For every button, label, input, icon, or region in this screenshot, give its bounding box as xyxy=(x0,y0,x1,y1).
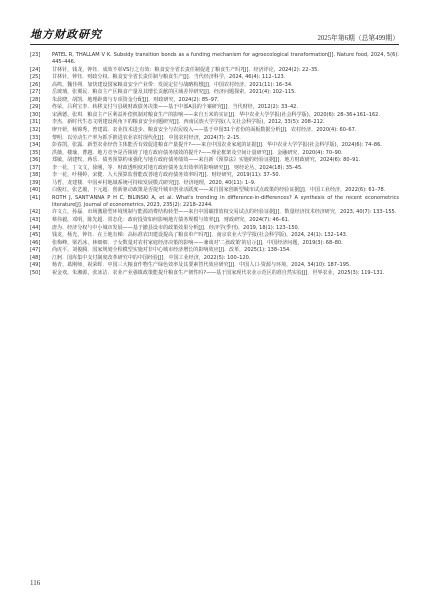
reference-item xyxy=(30,157,399,164)
reference-item xyxy=(30,119,399,126)
reference-item xyxy=(30,255,399,262)
reference-number: [23] xyxy=(30,52,41,58)
reference-number: [48] xyxy=(30,254,41,261)
reference-number: [28] xyxy=(30,96,41,103)
reference-number: [36] xyxy=(30,157,41,164)
reference-item xyxy=(30,217,399,224)
reference-number: [33] xyxy=(30,134,41,141)
reference-text: 唐为．经济分权与中小城市发展——基于撤县设市的政策效果分析[J]．经济学(季刊)，2019, 18(1): 123–150. xyxy=(52,224,300,231)
reference-item xyxy=(30,247,399,254)
reference-number: [38] xyxy=(30,172,41,179)
reference-text: 郑敏，胡建牧，蒋乐．债务预算约束强化与地方政府债务绩效——来自新《预算法》实施的经验证据[J]．地方财政研究，2024(6): 80–91. xyxy=(52,157,361,164)
reference-text: 张梅峰，梁若冰，林细细．子女数量对农村家庭经济决策的影响——兼谈对'二孩政策'的启示[J]．中国经济问题，2019(3): 68–80. xyxy=(52,239,343,246)
reference-text: 洪薇，楼瑜，曹越．地方竞争是否阻碍了地方政府债务绩效的提升?——理论框架及空间计量研究[J]．金融研究，2020(4): 70–90. xyxy=(52,149,343,156)
reference-number: [31] xyxy=(30,119,41,126)
reference-item xyxy=(30,172,399,179)
reference-number: [44] xyxy=(30,224,41,231)
reference-number: [29] xyxy=(30,104,41,111)
reference-number: [37] xyxy=(30,164,41,171)
reference-item xyxy=(30,112,399,119)
reference-item xyxy=(30,209,399,216)
issue-info: 2025年第6期（总第499期） xyxy=(317,35,399,42)
reference-item xyxy=(30,150,399,157)
reference-item xyxy=(30,195,399,209)
reference-item xyxy=(30,232,399,239)
running-header xyxy=(30,24,399,45)
reference-item xyxy=(30,74,399,81)
reference-item xyxy=(30,82,399,89)
reference-number: [41] xyxy=(30,194,41,201)
reference-number: [46] xyxy=(30,239,41,246)
reference-text: ROTH J, SANT'ANNA P H C, BILINSKI A, et al. What's trending in difference-in-differences? A synthesis of the recent econometrics literature[J]. Journal of econometrics, 2023, 235(2): 2218–2244. xyxy=(52,194,399,208)
reference-text: 尚虎平，刘俊腾．国家规划全程模型实施对非中心城市经济增长的影响效应[J]．改革，2025(1): 138–154. xyxy=(52,247,291,254)
reference-text: 廖开妍，杨锦秀，曾建霞．农业技术进步、粮食安全与农民收入——基于中国31个省份的面板数据分析[J]．农村经济，2020(4): 60–67. xyxy=(52,126,357,133)
reference-item xyxy=(30,104,399,111)
reference-item xyxy=(30,97,399,104)
reference-number: [40] xyxy=(30,187,41,194)
reference-number: [27] xyxy=(30,89,41,96)
reference-text: 朱晨晓，胡凯．地理距离与专项资金分配[J]．财政研究，2024(2): 85–97. xyxy=(52,96,219,103)
reference-text: 许文立，孙磊．市场激励型环境规制与能源消费结构转型——来自中国碳排放权交易试点的经验证据[J]．数量经济技术经济研究，2023, 40(7): 133–155. xyxy=(52,209,397,216)
reference-text: 彭春凯，张露．新型农业经营主体能否有效促进粮食产量提升?——来自中国农业家庭的证据[J]．华中农业大学学报(社会科学版)，2024(6): 74–86. xyxy=(52,142,382,149)
reference-number: [32] xyxy=(30,126,41,133)
reference-text: 白俊红，张艺璇，卞元超．创新驱动政策是否提升城市创业活跃度——来自国家创新型城市试点政策的经验证据[J]．中国工业经济，2022(6): 61–78. xyxy=(52,187,386,194)
reference-item xyxy=(30,89,399,96)
reference-item xyxy=(30,262,399,269)
reference-text: 马哲，龙建楼．中国乡村地域系统可持续发展模式研究[J]．经济地理，2020, 40(11): 1–9. xyxy=(52,179,256,186)
reference-number: [39] xyxy=(30,179,41,186)
reference-text: 甘林针，钟钰．财政分权、粮食安全省长责任制与粮食生产[J]．当代经济科学，2024, 46(4): 112–123. xyxy=(52,74,286,81)
reference-text: 杨青，葛刚师，祝荣晖．中国三大粮食作物生产绿色效率及其要素替代效应研究[J]．中国人口·资源与环境，2024, 34(10): 187–195. xyxy=(52,262,351,269)
reference-item xyxy=(30,180,399,187)
reference-text: PATEL R, THALLAM V K. Subsidy transition bonds as a funding mechanism for agroecological transformation[J]. Nature food, 2024, 5(6): 445–446. xyxy=(52,52,399,66)
reference-list xyxy=(30,52,399,570)
reference-number: [45] xyxy=(30,232,41,239)
reference-text: 佟荣，吕利宝李．转移支付与县级财政债务决策——基于中部A县的个案研究[J]．当代财经，2012(2): 33–42. xyxy=(52,104,298,111)
reference-number: [30] xyxy=(30,111,41,118)
reference-number: [50] xyxy=(30,269,41,276)
reference-text: 蔡伟毅，邓明，陈先超．常态化：政府投资如何影响地方债务规模与效率[J]．财政研究，2024(7): 46–61. xyxy=(52,217,290,224)
reference-text: 江舸．国库集中支付制度改革研究中的中国经验[J]．中国工业经济，2022(5): 100–120. xyxy=(52,254,251,261)
reference-number: [25] xyxy=(30,74,41,81)
reference-item xyxy=(30,225,399,232)
reference-number: [26] xyxy=(30,81,41,88)
reference-number: [43] xyxy=(30,217,41,224)
reference-item xyxy=(30,240,399,247)
reference-item xyxy=(30,270,399,277)
reference-item xyxy=(30,67,399,74)
reference-text: 岳玻璃，张翼民．粮食主产区粮食产量及其增长贡献的区域差异研究[J]．经济问题探索，2021(4): 102–115. xyxy=(52,89,296,96)
journal-name: 地方财政研究 xyxy=(30,28,102,41)
reference-item xyxy=(30,187,399,194)
reference-item xyxy=(30,165,399,172)
reference-text: 李一花，叶栩婷，宋健．人大预算监督能改善地方政府债务效率吗?[J]．财经研究，2019(11): 37–50. xyxy=(52,172,281,179)
reference-number: [49] xyxy=(30,262,41,269)
reference-item xyxy=(30,135,399,142)
reference-text: 钱龙，杨光，钟钰．在土地有梯：高标准农田建设提高了粮食单产吗?[J]．南京农业大学学报(社会科学版)，2024, 24(1): 132–143. xyxy=(52,232,348,239)
reference-number: [35] xyxy=(30,149,41,156)
reference-number: [42] xyxy=(30,209,41,216)
reference-text: 祝金欢，朱湘源，张冰洁．农业产业强镇政策能提升粮食生产韧性吗?——基于国家现代农业示范区的准自然实验[J]．世界农业，2025(3): 119–131. xyxy=(52,269,385,276)
reference-text: 宋满德，张琪．粮食主产区利益补偿机制对粮食生产的影响——来自玉米的实证[J]．华中农业大学学报(社会科学版)，2020(6): 28–36+161–162. xyxy=(52,111,380,118)
reference-item xyxy=(30,127,399,134)
page-number: 116 xyxy=(30,579,41,587)
reference-text: 甘林针，钱龙，钟钰．成效不彰VS行之有效：粮食安全省长责任制促进了粮食生产吗?[J]．经济评论，2024(2): 22–35. xyxy=(52,66,319,73)
reference-text: 黎明．以劳动生产率为抓手推进农业农村现代化[J]．中国农村经济，2024(7): 2–15. xyxy=(52,134,241,141)
reference-item xyxy=(30,142,399,149)
reference-text: 李杰．新时代生态文明建设视角下的粮食安全问题研究[J]．西南民族大学学报(人文社会科学版)，2012, 33(5): 208–212. xyxy=(52,119,325,126)
reference-text: 李一花，丁文文，徐刚，等．财政透明度对地方政府债务支出效率的影响研究[J]．财经论丛，2024(18): 35–45. xyxy=(52,164,303,171)
reference-item xyxy=(30,52,399,66)
reference-number: [34] xyxy=(30,142,41,149)
reference-number: [47] xyxy=(30,247,41,254)
reference-number: [24] xyxy=(30,66,41,73)
reference-text: 高鸣，魏佳朔．加快建设国家粮食安全产业带：发展定位与战略构想[J]．中国农村经济，2021(11): 16–34. xyxy=(52,81,293,88)
